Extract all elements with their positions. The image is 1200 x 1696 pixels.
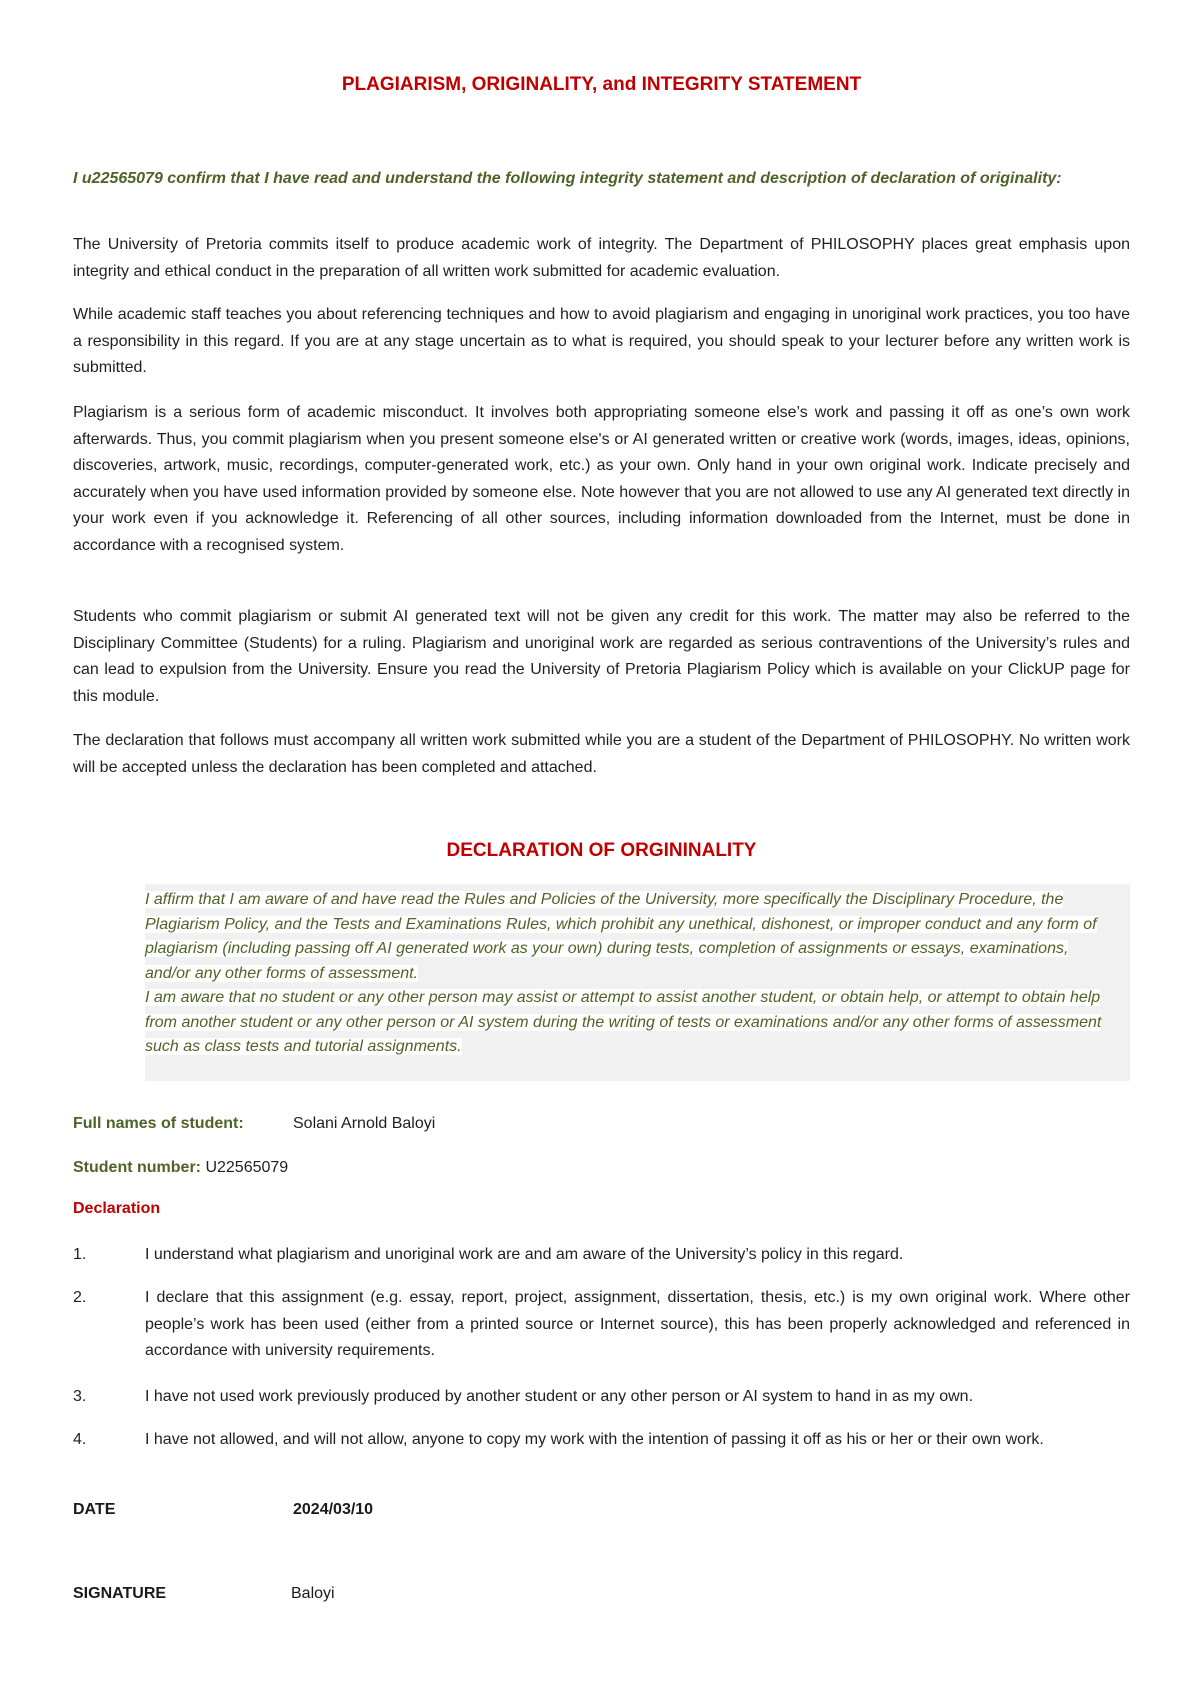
- declaration-item: [73, 1427, 1130, 1454]
- paragraph-integrity: The University of Pretoria commits itself to produce academic work of integrity. The Department of PHILOSOPHY places great emphasis upon integrity and ethical conduct in the preparation of all written work submitted for academic evaluation.: [73, 236, 1130, 280]
- declaration-item: [73, 1242, 1130, 1269]
- declaration-label: Declaration: [73, 1200, 161, 1217]
- intro-statement: I u22565079 confirm that I have read and understand the following integrity statement and description of declaration of originality:: [73, 170, 1062, 187]
- full-names-row: [73, 1113, 436, 1135]
- declaration-heading: DECLARATION OF ORGININALITY: [446, 840, 757, 861]
- date-row: [73, 1499, 374, 1521]
- declaration-item-text: I have not allowed, and will not allow, anyone to copy my work with the intention of passing it off as his or her or their own work.: [145, 1431, 1044, 1448]
- declaration-item-text: I have not used work previously produced by another student or any other person or AI system to hand in as my own.: [145, 1388, 974, 1405]
- student-number-value: U22565079: [205, 1159, 289, 1176]
- paragraph-responsibility: While academic staff teaches you about referencing techniques and how to avoid plagiarism and engaging in unoriginal work practices, you too have a responsibility in this regard. If you are at any stage uncertain as to what is required, you should speak to your lecturer before any written work is submitted.: [73, 306, 1130, 376]
- student-number-label: Student number:: [73, 1159, 201, 1176]
- affirmation-text: [145, 888, 1105, 1060]
- date-value: 2024/03/10: [293, 1501, 374, 1518]
- declaration-item: [73, 1384, 1130, 1411]
- paragraph-plagiarism: Plagiarism is a serious form of academic misconduct. It involves both appropriating someone else’s work and passing it off as one’s own work afterwards. Thus, you commit plagiarism when you present someone else's or AI generated written or creative work (words, images, ideas, opinions, discoveries, artwork, music, recordings, computer-generated work, etc.) as your own. Only hand in your own original work. Indicate precisely and accurately when you have used information provided by someone else. Note however that you are not allowed to use any AI generated text directly in your work even if you acknowledge it. Referencing of all other sources, including information downloaded from the Internet, must be done in accordance with a recognised system.: [73, 404, 1130, 554]
- signature-value: Baloyi: [291, 1585, 335, 1602]
- declaration-item-number: 4.: [73, 1431, 87, 1448]
- student-number-row: [73, 1157, 288, 1179]
- declaration-item-text: I understand what plagiarism and unoriginal work are and am aware of the University’s policy in this regard.: [145, 1246, 904, 1263]
- affirmation-part-1: I affirm that I am aware of and have read the Rules and Policies of the University, more specifically the Disciplinary Procedure, the Plagiarism Policy, and the Tests and Examinations Rules, which prohibit any unethical, dishonest, or improper conduct and any form of plagiarism (including passing off AI generated work as your own) during tests, completion of assignments or essays, examinations, and/or any other forms of assessment.: [145, 891, 1097, 982]
- full-names-label: Full names of student:: [73, 1115, 244, 1132]
- signature-row: [73, 1583, 335, 1605]
- affirmation-part-2: I am aware that no student or any other person may assist or attempt to assist another student, or obtain help, or attempt to obtain help from another student or any other person or AI system during the writing of tests or examinations and/or any other forms of assessment such as class tests and tutorial assignments.: [145, 989, 1102, 1055]
- declaration-item: [73, 1285, 1130, 1365]
- declaration-item-number: 3.: [73, 1388, 87, 1405]
- declaration-item-number: 1.: [73, 1246, 87, 1263]
- full-names-value: Solani Arnold Baloyi: [293, 1115, 436, 1132]
- date-label: DATE: [73, 1501, 116, 1518]
- paragraph-declaration-requirement: The declaration that follows must accompany all written work submitted while you are a student of the Department of PHILOSOPHY. No written work will be accepted unless the declaration has been completed and attached.: [73, 732, 1130, 776]
- declaration-item-number: 2.: [73, 1289, 87, 1306]
- signature-label: SIGNATURE: [73, 1585, 167, 1602]
- declaration-item-text: I declare that this assignment (e.g. essay, report, project, assignment, dissertation, thesis, etc.) is my own original work. Where other people’s work has been used (either from a printed source or Internet source), this has been properly acknowledged and referenced in accordance with university requirements.: [145, 1289, 1130, 1359]
- paragraph-consequences: Students who commit plagiarism or submit AI generated text will not be given any credit for this work. The matter may also be referred to the Disciplinary Committee (Students) for a ruling. Plagiarism and unoriginal work are regarded as serious contraventions of the University’s rules and can lead to expulsion from the University. Ensure you read the University of Pretoria Plagiarism Policy which is available on your ClickUP page for this module.: [73, 608, 1130, 705]
- page-title: PLAGIARISM, ORIGINALITY, and INTEGRITY STATEMENT: [341, 74, 862, 95]
